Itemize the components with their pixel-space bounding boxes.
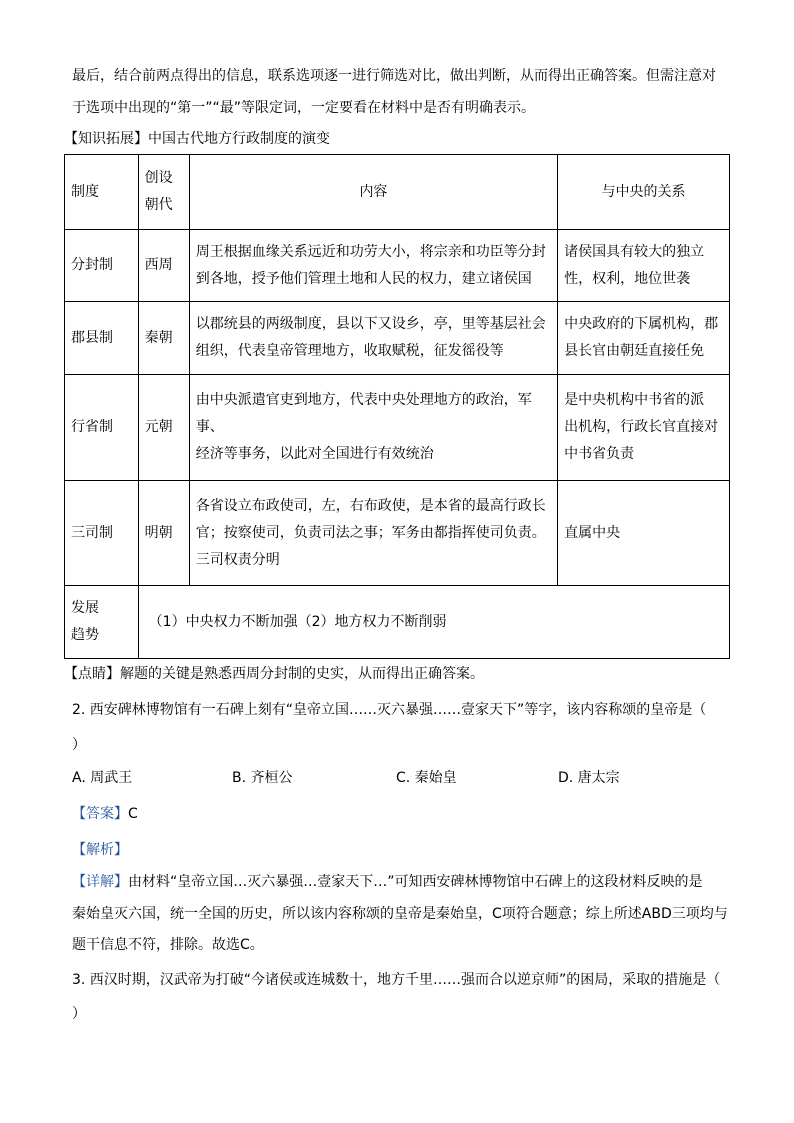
q2-stem-line-1: 2. 西安碑林博物馆有一石碑上刻有“皇帝立国……灭六暴强……壹家天下”等字，该内容称颂的皇帝是（ bbox=[72, 702, 707, 718]
row-system: 郡县制 bbox=[65, 302, 139, 375]
header-content: 内容 bbox=[189, 155, 557, 230]
admin-system-table bbox=[64, 154, 730, 659]
q3-stem-line-2: ） bbox=[72, 1006, 86, 1022]
table-row bbox=[65, 302, 730, 375]
trend-label bbox=[65, 586, 139, 659]
header-dynasty-line1: 创设 bbox=[144, 170, 173, 186]
answer-label: 【答案】 bbox=[72, 806, 128, 822]
q2-option-d: D. 唐太宗 bbox=[558, 770, 620, 786]
content-line: 由中央派遣官吏到地方，代表中央处理地方的政治，军事、 bbox=[195, 392, 532, 435]
row-dynasty: 秦朝 bbox=[138, 302, 189, 375]
detail-label: 【详解】 bbox=[72, 874, 128, 890]
relation-line: 诸侯国具有较大的独立 bbox=[564, 243, 705, 260]
relation-line: 是中央机构中书省的派 bbox=[564, 392, 705, 408]
q2-detail-line-2: 秦始皇灭六国，统一全国的历史，所以该内容称颂的皇帝是秦始皇，C项符合题意；综上所述ABD三项均与 bbox=[72, 906, 728, 922]
intro-line-1: 最后，结合前两点得出的信息，联系选项逐一进行筛选对比，做出判断，从而得出正确答案。但需注意对 bbox=[72, 68, 716, 84]
q2-option-a: A. 周武王 bbox=[72, 770, 133, 786]
dianjing-note: 【点睛】解题的关键是熟悉西周分封制的史实，从而得出正确答案。 bbox=[64, 666, 484, 682]
row-relation bbox=[558, 375, 730, 481]
q2-stem-line-2: ） bbox=[72, 737, 86, 753]
row-dynasty: 明朝 bbox=[138, 481, 189, 586]
trend-text: （1）中央权力不断加强（2）地方权力不断削弱 bbox=[138, 586, 729, 659]
row-dynasty: 西周 bbox=[138, 230, 189, 302]
content-line: 官；按察使司，负责司法之事；军务由都指挥使司负责。 bbox=[195, 524, 546, 541]
relation-line: 县长官由朝廷直接任免 bbox=[564, 343, 705, 359]
table-header-row bbox=[65, 155, 730, 230]
row-content bbox=[189, 302, 557, 375]
table-row bbox=[65, 230, 730, 302]
header-dynasty bbox=[138, 155, 189, 230]
q2-detail-line-1 bbox=[72, 872, 703, 892]
row-dynasty: 元朝 bbox=[138, 375, 189, 481]
relation-line: 出机构，行政长官直接对 bbox=[564, 419, 719, 435]
q3-stem-line-1: 3. 西汉时期，汉武帝为打破“今诸侯或连城数十，地方千里……强而合以逆京师”的困局，采取的措施是（ bbox=[72, 972, 721, 988]
content-line: 到各地，授予他们管理土地和人民的权力，建立诸侯国 bbox=[195, 270, 532, 287]
row-system: 三司制 bbox=[65, 481, 139, 586]
table-trend-row bbox=[65, 586, 730, 659]
q2-option-b: B. 齐桓公 bbox=[232, 770, 293, 786]
q2-option-c: C. 秦始皇 bbox=[396, 770, 457, 786]
q2-detail-line-3: 题干信息不符，排除。故选C。 bbox=[72, 937, 264, 953]
header-dynasty-line2: 朝代 bbox=[144, 197, 173, 213]
row-content bbox=[189, 375, 557, 481]
row-relation bbox=[558, 302, 730, 375]
content-line: 经济等事务，以此对全国进行有效统治 bbox=[195, 446, 434, 462]
row-relation bbox=[558, 230, 730, 302]
relation-line: 中央政府的下属机构，郡 bbox=[564, 316, 719, 332]
intro-line-2: 于选项中出现的“第一”“最”等限定词，一定要看在材料中是否有明确表示。 bbox=[72, 100, 536, 116]
table-row bbox=[65, 375, 730, 481]
relation-line: 性，权利，地位世袭 bbox=[564, 270, 691, 287]
table-row bbox=[65, 481, 730, 586]
row-content bbox=[189, 230, 557, 302]
answer-value: C bbox=[128, 806, 138, 822]
trend-label-line1: 发展 bbox=[71, 600, 99, 616]
header-relation: 与中央的关系 bbox=[558, 155, 730, 230]
row-content bbox=[189, 481, 557, 586]
trend-label-line2: 趋势 bbox=[71, 627, 99, 643]
row-system: 分封制 bbox=[65, 230, 139, 302]
q2-analysis-label: 【解析】 bbox=[72, 842, 128, 858]
row-relation: 直属中央 bbox=[558, 481, 730, 586]
content-line: 周王根据血缘关系远近和功劳大小，将宗亲和功臣等分封 bbox=[195, 243, 546, 260]
header-system: 制度 bbox=[65, 155, 139, 230]
q2-answer bbox=[72, 804, 138, 824]
content-line: 以郡统县的两级制度，县以下又设乡，亭，里等基层社会 bbox=[195, 316, 546, 332]
knowledge-extension-title: 【知识拓展】中国古代地方行政制度的演变 bbox=[64, 131, 330, 147]
relation-line: 中书省负责 bbox=[564, 446, 635, 462]
content-line: 各省设立布政使司，左，右布政使，是本省的最高行政长 bbox=[195, 497, 546, 514]
content-line: 三司权责分明 bbox=[195, 551, 280, 568]
row-system: 行省制 bbox=[65, 375, 139, 481]
detail-text: 由材料“皇帝立国…灭六暴强…壹家天下…”可知西安碑林博物馆中石碑上的这段材料反映的是 bbox=[128, 874, 703, 890]
content-line: 组织，代表皇帝管理地方，收取赋税，征发徭役等 bbox=[195, 343, 504, 359]
